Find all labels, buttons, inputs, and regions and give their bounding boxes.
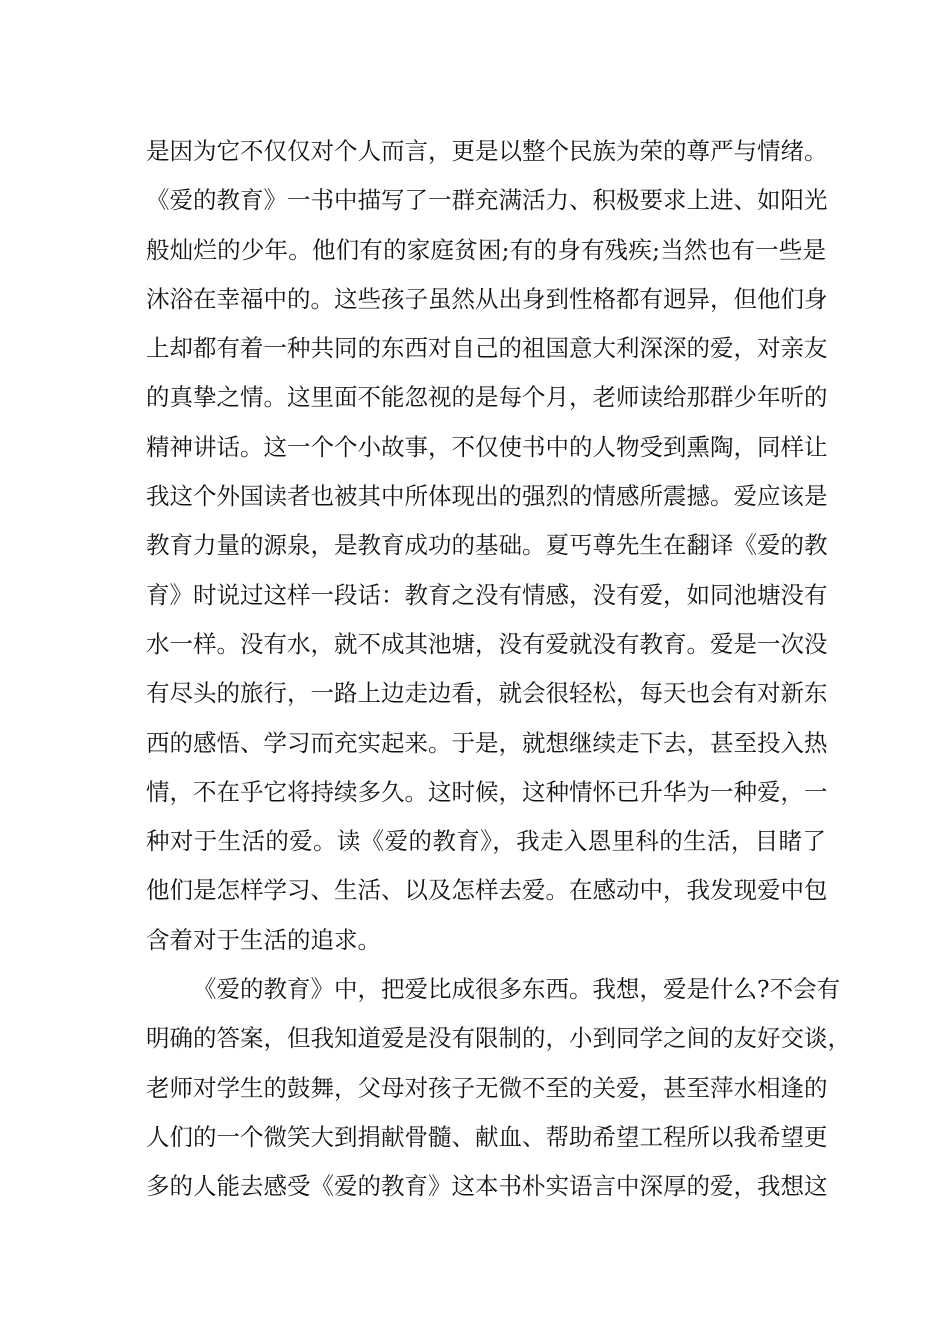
text-line: 上却都有着一种共同的东西对自己的祖国意大利深深的爱，对亲友 — [146, 334, 828, 363]
text-line: 教育力量的源泉，是教育成功的基础。夏丐尊先生在翻译《爱的教 — [146, 531, 828, 560]
text-line: 般灿烂的少年。他们有的家庭贫困;有的身有残疾;当然也有一些是 — [146, 235, 826, 264]
paragraph-start-line: 《爱的教育》中，把爱比成很多东西。我想，爱是什么?不会有 — [193, 975, 841, 1004]
text-line: 明确的答案，但我知道爱是没有限制的，小到同学之间的友好交谈， — [146, 1024, 851, 1053]
text-line: 是因为它不仅仅对个人而言，更是以整个民族为荣的尊严与情绪。 — [146, 137, 828, 165]
text-line: 精神讲话。这一个个小故事，不仅使书中的人物受到熏陶，同样让 — [146, 432, 828, 461]
text-line: 育》时说过这样一段话：教育之没有情感，没有爱，如同池塘没有 — [146, 580, 828, 609]
text-line: 我这个外国读者也被其中所体现出的强烈的情感所震撼。爱应该是 — [146, 482, 828, 511]
text-line: 情，不在乎它将持续多久。这时候，这种情怀已升华为一种爱，一 — [146, 777, 828, 806]
text-line: 多的人能去感受《爱的教育》这本书朴实语言中深厚的爱，我想这 — [146, 1172, 828, 1201]
text-line: 《爱的教育》一书中描写了一群充满活力、积极要求上进、如阳光 — [146, 186, 828, 215]
text-line: 种对于生活的爱。读《爱的教育》，我走入恩里科的生活，目睹了 — [146, 827, 826, 856]
text-line: 西的感悟、学习而充实起来。于是，就想继续走下去，甚至投入热 — [146, 728, 828, 757]
text-line: 水一样。没有水，就不成其池塘，没有爱就没有教育。爱是一次没 — [146, 629, 828, 658]
text-line: 沐浴在幸福中的。这些孩子虽然从出身到性格都有迥异，但他们身 — [146, 284, 828, 313]
text-line: 他们是怎样学习、生活、以及怎样去爱。在感动中，我发现爱中包 — [146, 876, 828, 905]
text-line: 的真挚之情。这里面不能忽视的是每个月，老师读给那群少年听的 — [146, 383, 828, 412]
text-line: 有尽头的旅行，一路上边走边看，就会很轻松，每天也会有对新东 — [146, 679, 828, 708]
text-line: 老师对学生的鼓舞，父母对孩子无微不至的关爱，甚至萍水相逢的 — [146, 1073, 828, 1102]
paragraph-end-line: 含着对于生活的追求。 — [146, 925, 381, 954]
body-text — [146, 127, 851, 1212]
text-line: 人们的一个微笑大到捐献骨髓、献血、帮助希望工程所以我希望更 — [146, 1122, 828, 1151]
